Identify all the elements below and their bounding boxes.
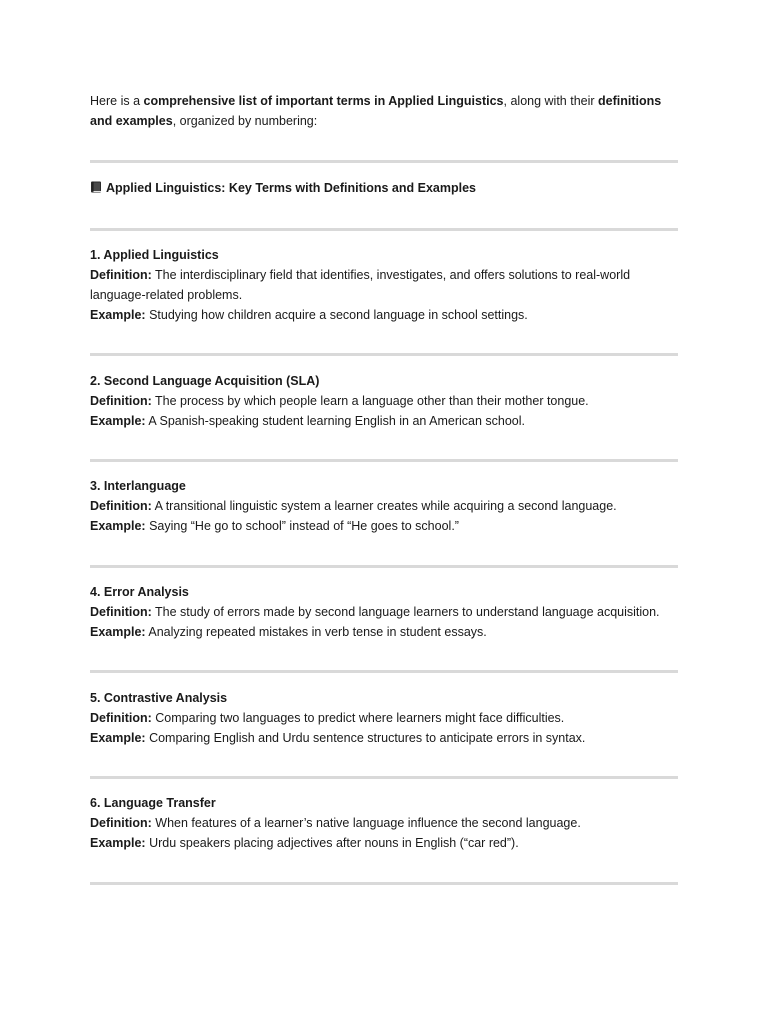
divider — [90, 228, 678, 231]
term-item — [90, 688, 678, 748]
intro-text-1: Here is a — [90, 94, 144, 108]
term-title: 1. Applied Linguistics — [90, 248, 219, 262]
intro-text-2: , along with their — [503, 94, 599, 108]
definition-text: A transitional linguistic system a learner creates while acquiring a second language. — [151, 499, 617, 513]
example-text: Studying how children acquire a second language in school settings. — [145, 308, 528, 322]
term-title: 5. Contrastive Analysis — [90, 691, 228, 705]
term-example — [90, 622, 678, 642]
document-page — [90, 0, 678, 1024]
term-definition — [90, 496, 678, 516]
term-item — [90, 582, 678, 642]
term-example — [90, 516, 678, 536]
divider — [90, 565, 678, 568]
example-text: Saying “He go to school” instead of “He goes to school.” — [145, 519, 459, 533]
intro-bold-2: definitions and examples — [90, 94, 662, 128]
section-heading — [90, 178, 678, 198]
term-title: 6. Language Transfer — [90, 796, 216, 810]
intro-bold-1: comprehensive list of important terms in Applied Linguistics — [143, 94, 504, 108]
term-definition — [90, 265, 678, 305]
term-example — [90, 728, 678, 748]
definition-label: Definition: — [90, 499, 152, 513]
example-text: A Spanish-speaking student learning English in an American school. — [145, 414, 526, 428]
definition-label: Definition: — [90, 816, 152, 830]
example-text: Urdu speakers placing adjectives after nouns in English (“car red”). — [145, 836, 519, 850]
example-text: Analyzing repeated mistakes in verb tense in student essays. — [145, 625, 487, 639]
term-item — [90, 371, 678, 431]
example-label: Example: — [90, 836, 146, 850]
example-label: Example: — [90, 519, 146, 533]
term-title: 4. Error Analysis — [90, 585, 189, 599]
definition-text: The study of errors made by second language learners to understand language acquisition. — [151, 605, 660, 619]
divider — [90, 882, 678, 885]
definition-text: The process by which people learn a language other than their mother tongue. — [151, 394, 589, 408]
term-example — [90, 833, 678, 853]
section-heading-text: Applied Linguistics: Key Terms with Definitions and Examples — [106, 181, 476, 195]
intro-text-3: , organized by numbering: — [172, 114, 318, 128]
term-title: 3. Interlanguage — [90, 479, 186, 493]
term-definition — [90, 391, 678, 411]
term-definition — [90, 813, 678, 833]
definition-label: Definition: — [90, 394, 152, 408]
divider — [90, 353, 678, 356]
definition-label: Definition: — [90, 711, 152, 725]
intro-paragraph — [90, 91, 678, 131]
definition-text: The interdisciplinary field that identifies, investigates, and offers solutions to real-world language-related problems. — [90, 268, 631, 302]
term-example — [90, 411, 678, 431]
term-item — [90, 476, 678, 536]
divider — [90, 160, 678, 163]
term-definition — [90, 708, 678, 728]
term-example — [90, 305, 678, 325]
definition-label: Definition: — [90, 605, 152, 619]
example-label: Example: — [90, 414, 146, 428]
term-item — [90, 793, 678, 853]
divider — [90, 776, 678, 779]
example-label: Example: — [90, 308, 146, 322]
book-icon — [90, 179, 102, 191]
divider — [90, 459, 678, 462]
divider — [90, 670, 678, 673]
definition-text: Comparing two languages to predict where learners might face difficulties. — [151, 711, 565, 725]
term-title: 2. Second Language Acquisition (SLA) — [90, 374, 320, 388]
example-label: Example: — [90, 731, 146, 745]
example-text: Comparing English and Urdu sentence structures to anticipate errors in syntax. — [145, 731, 586, 745]
term-definition — [90, 602, 678, 622]
term-item — [90, 245, 678, 325]
definition-text: When features of a learner’s native language influence the second language. — [151, 816, 581, 830]
definition-label: Definition: — [90, 268, 152, 282]
example-label: Example: — [90, 625, 146, 639]
